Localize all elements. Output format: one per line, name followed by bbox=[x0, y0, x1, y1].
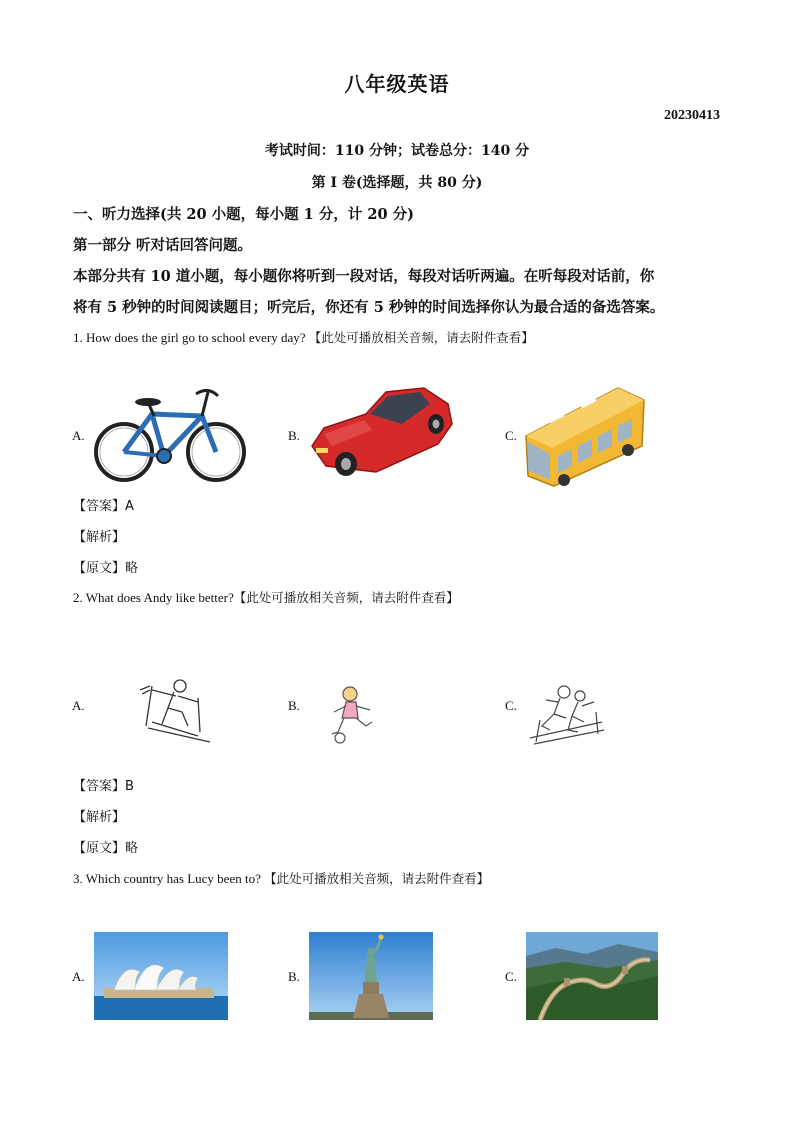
question-2 bbox=[73, 588, 459, 606]
part-heading: 第一部分 听对话回答问题。 bbox=[73, 237, 253, 254]
audio-note[interactable]: 【此处可播放相关音频，请去附件查看】 bbox=[233, 590, 459, 605]
analysis-1: 【解析】 bbox=[73, 530, 126, 545]
skating-icon[interactable] bbox=[528, 682, 604, 746]
option-b-label: B. bbox=[288, 698, 300, 713]
bicycle-icon[interactable] bbox=[92, 384, 252, 484]
skiing-icon[interactable] bbox=[138, 676, 216, 746]
option-a-label: A. bbox=[72, 969, 85, 984]
audio-note[interactable]: 【此处可播放相关音频，请去附件查看】 bbox=[308, 330, 534, 345]
option-b-label: B. bbox=[288, 969, 300, 984]
car-icon[interactable] bbox=[306, 384, 454, 484]
option-c-label: C. bbox=[505, 698, 517, 713]
instruction-line-2: 将有 5 秒钟的时间阅读题目；听完后，你还有 5 秒钟的时间选择你认为最合适的备选答案。 bbox=[73, 299, 665, 316]
question-3 bbox=[73, 869, 489, 887]
question-1 bbox=[73, 328, 534, 346]
statue-of-liberty-photo[interactable] bbox=[309, 932, 433, 1020]
exam-date: 20230413 bbox=[664, 108, 720, 123]
exam-info: 考试时间：110 分钟；试卷总分：140 分 bbox=[264, 143, 530, 159]
option-c-label: C. bbox=[505, 428, 517, 443]
question-text: 2. What does Andy like better? bbox=[73, 590, 234, 605]
question-text: 3. Which country has Lucy been to? bbox=[73, 871, 261, 886]
option-a-label: A. bbox=[72, 698, 85, 713]
option-b-label: B. bbox=[288, 428, 300, 443]
option-c-label: C. bbox=[505, 969, 517, 984]
answer-2: 【答案】B bbox=[73, 779, 134, 794]
original-1: 【原文】略 bbox=[73, 561, 139, 576]
option-a-label: A. bbox=[72, 428, 85, 443]
analysis-2: 【解析】 bbox=[73, 810, 126, 825]
section-heading: 一、听力选择(共 20 小题，每小题 1 分，计 20 分) bbox=[73, 206, 414, 223]
page-title: 八年级英语 bbox=[344, 72, 450, 96]
audio-note[interactable]: 【此处可播放相关音频，请去附件查看】 bbox=[264, 871, 490, 886]
answer-1: 【答案】A bbox=[73, 499, 134, 514]
sydney-opera-house-photo[interactable] bbox=[94, 932, 228, 1020]
great-wall-photo[interactable] bbox=[526, 932, 658, 1020]
bus-icon[interactable] bbox=[524, 384, 646, 488]
original-2: 【原文】略 bbox=[73, 841, 139, 856]
volume-title: 第 I 卷(选择题，共 80 分) bbox=[311, 175, 483, 191]
question-text: 1. How does the girl go to school every day? bbox=[73, 330, 306, 345]
instruction-line-1: 本部分共有 10 道小题，每小题你将听到一段对话，每段对话听两遍。在听每段对话前，你 bbox=[73, 268, 655, 285]
football-icon[interactable] bbox=[320, 684, 384, 746]
